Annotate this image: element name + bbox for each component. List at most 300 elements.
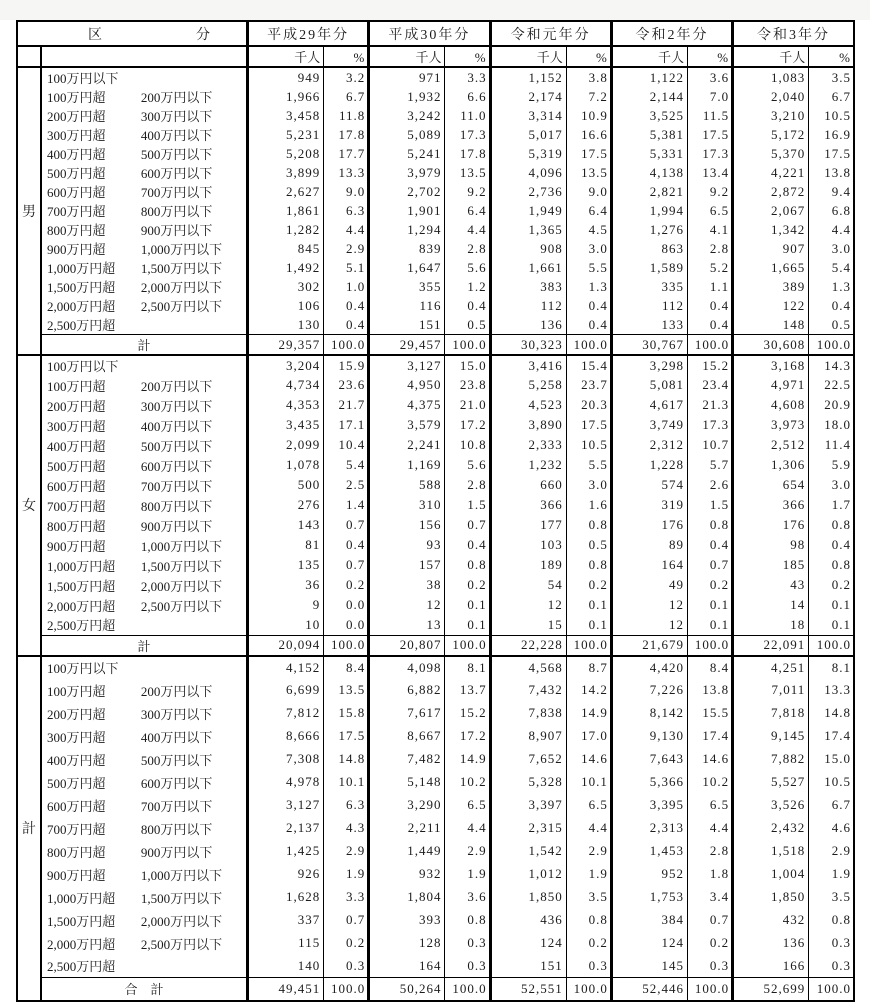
pct-cell: 15.2 xyxy=(688,355,733,375)
bracket-lower: 300万円超 xyxy=(47,128,106,143)
pct-cell: 1.4 xyxy=(324,495,369,515)
count-cell: 2,211 xyxy=(369,817,445,840)
count-cell: 302 xyxy=(248,277,324,296)
pct-cell: 17.8 xyxy=(324,125,369,144)
count-cell: 20,807 xyxy=(369,635,445,656)
count-cell: 5,172 xyxy=(733,125,809,144)
bracket-upper: 600万円以下 xyxy=(140,458,213,474)
income-row xyxy=(17,771,854,794)
pct-cell: 14.8 xyxy=(809,702,854,725)
income-row xyxy=(17,220,854,239)
bracket-upper: 800万円以下 xyxy=(140,821,213,837)
count-cell: 3,314 xyxy=(490,106,566,125)
pct-cell: 6.5 xyxy=(445,794,490,817)
count-cell: 9,145 xyxy=(733,725,809,748)
unit-label: 千人 xyxy=(490,46,566,67)
pct-cell: 1.9 xyxy=(445,863,490,886)
count-cell: 133 xyxy=(611,315,687,335)
pct-cell: 0.2 xyxy=(566,575,611,595)
pct-cell: 1.7 xyxy=(809,495,854,515)
count-cell: 393 xyxy=(369,909,445,932)
bracket-lower: 1,000万円超 xyxy=(47,558,116,574)
pct-cell: 0.0 xyxy=(324,615,369,635)
kubun-header xyxy=(17,21,248,46)
count-cell: 3,890 xyxy=(490,415,566,435)
count-cell: 2,241 xyxy=(369,435,445,455)
pct-cell: 13.5 xyxy=(566,163,611,182)
count-cell: 949 xyxy=(248,67,324,87)
pct-cell: 6.7 xyxy=(809,87,854,106)
pct-cell: 100.0 xyxy=(688,335,733,356)
pct-cell: 6.4 xyxy=(445,201,490,220)
bracket-upper: 700万円以下 xyxy=(140,185,213,200)
income-row xyxy=(17,955,854,978)
pct-cell: 0.2 xyxy=(688,932,733,955)
pct-cell: 13.8 xyxy=(688,679,733,702)
bracket-cell xyxy=(41,125,247,144)
count-cell: 384 xyxy=(611,909,687,932)
bracket-upper: 400万円以下 xyxy=(140,128,213,143)
pct-cell: 9.2 xyxy=(688,182,733,201)
count-cell: 12 xyxy=(369,595,445,615)
pct-cell: 15.8 xyxy=(324,702,369,725)
count-cell: 3,395 xyxy=(611,794,687,817)
pct-cell: 20.3 xyxy=(566,395,611,415)
count-cell: 660 xyxy=(490,475,566,495)
pct-cell: 1.3 xyxy=(566,277,611,296)
pct-cell: 2.6 xyxy=(688,475,733,495)
count-cell: 4,950 xyxy=(369,375,445,395)
pct-cell: 17.7 xyxy=(324,144,369,163)
count-cell: 4,098 xyxy=(369,656,445,679)
count-cell: 22,228 xyxy=(490,635,566,656)
pct-cell: 0.8 xyxy=(809,555,854,575)
bracket-lower: 100万円超 xyxy=(47,90,106,105)
pct-cell: 0.4 xyxy=(445,535,490,555)
pct-cell: 0.8 xyxy=(445,555,490,575)
pct-cell: 15.0 xyxy=(809,748,854,771)
count-cell: 3,579 xyxy=(369,415,445,435)
pct-cell: 1.2 xyxy=(445,277,490,296)
count-cell: 5,319 xyxy=(490,144,566,163)
pct-cell: 5.6 xyxy=(445,455,490,475)
count-cell: 7,652 xyxy=(490,748,566,771)
pct-cell: 10.7 xyxy=(688,435,733,455)
count-cell: 21,679 xyxy=(611,635,687,656)
count-cell: 1,425 xyxy=(248,840,324,863)
pct-cell: 3.4 xyxy=(688,886,733,909)
pct-cell: 2.8 xyxy=(688,840,733,863)
count-cell: 2,315 xyxy=(490,817,566,840)
pct-cell: 4.4 xyxy=(809,220,854,239)
pct-cell: 3.5 xyxy=(566,886,611,909)
pct-cell: 0.1 xyxy=(809,615,854,635)
count-cell: 43 xyxy=(733,575,809,595)
pct-cell: 13.5 xyxy=(445,163,490,182)
pct-cell: 5.7 xyxy=(688,455,733,475)
pct-cell: 100.0 xyxy=(324,335,369,356)
count-cell: 5,366 xyxy=(611,771,687,794)
count-cell: 7,308 xyxy=(248,748,324,771)
count-cell: 2,512 xyxy=(733,435,809,455)
pct-cell: 6.5 xyxy=(688,201,733,220)
pct-cell: 5.1 xyxy=(324,258,369,277)
pct-cell: 7.0 xyxy=(688,87,733,106)
pct-cell: 15.4 xyxy=(566,355,611,375)
pct-cell: 4.6 xyxy=(809,817,854,840)
pct-cell: 22.5 xyxy=(809,375,854,395)
count-cell: 1,169 xyxy=(369,455,445,475)
bracket-lower: 200万円超 xyxy=(47,398,106,414)
count-cell: 1,004 xyxy=(733,863,809,886)
count-cell: 5,241 xyxy=(369,144,445,163)
count-cell: 30,608 xyxy=(733,335,809,356)
pct-cell: 0.3 xyxy=(566,955,611,978)
bracket-upper xyxy=(141,956,246,975)
pct-cell: 10.1 xyxy=(324,771,369,794)
pct-cell: 0.8 xyxy=(809,515,854,535)
count-cell: 7,838 xyxy=(490,702,566,725)
pct-cell: 15.9 xyxy=(324,355,369,375)
bracket-lower: 500万円超 xyxy=(47,166,106,181)
count-cell: 1,901 xyxy=(369,201,445,220)
pct-cell: 100.0 xyxy=(445,978,490,1001)
bracket-upper xyxy=(141,315,246,334)
count-cell: 2,702 xyxy=(369,182,445,201)
pct-cell: 0.8 xyxy=(566,909,611,932)
pct-cell: 6.8 xyxy=(809,201,854,220)
bracket-upper: 300万円以下 xyxy=(140,109,213,124)
count-cell: 1,294 xyxy=(369,220,445,239)
pct-cell: 9.4 xyxy=(809,182,854,201)
pct-cell: 0.3 xyxy=(445,932,490,955)
pct-cell: 17.8 xyxy=(445,144,490,163)
count-cell: 4,617 xyxy=(611,395,687,415)
count-cell: 7,011 xyxy=(733,679,809,702)
count-cell: 3,204 xyxy=(248,355,324,375)
bracket-upper: 1,500万円以下 xyxy=(140,558,223,574)
pct-cell: 0.7 xyxy=(445,515,490,535)
count-cell: 3,416 xyxy=(490,355,566,375)
bracket-lower: 900万円超 xyxy=(47,242,106,257)
count-cell: 9,130 xyxy=(611,725,687,748)
count-cell: 932 xyxy=(369,863,445,886)
count-cell: 15 xyxy=(490,615,566,635)
bracket-lower: 500万円超 xyxy=(47,458,106,474)
count-cell: 1,152 xyxy=(490,67,566,87)
count-cell: 3,242 xyxy=(369,106,445,125)
income-row xyxy=(17,395,854,415)
income-row xyxy=(17,725,854,748)
count-cell: 30,767 xyxy=(611,335,687,356)
bracket-lower: 100万円超 xyxy=(47,683,106,699)
count-cell: 1,282 xyxy=(248,220,324,239)
count-cell: 7,882 xyxy=(733,748,809,771)
count-cell: 1,342 xyxy=(733,220,809,239)
income-row xyxy=(17,201,854,220)
pct-cell: 0.4 xyxy=(688,296,733,315)
year-header-r03: 令和3年分 xyxy=(733,21,854,46)
count-cell: 10 xyxy=(248,615,324,635)
count-cell: 38 xyxy=(369,575,445,595)
bracket-cell xyxy=(41,515,247,535)
bracket-upper xyxy=(141,356,246,375)
kubun-right: 分 xyxy=(196,27,211,43)
pct-cell: 0.3 xyxy=(445,955,490,978)
section-male xyxy=(17,67,854,355)
pct-cell: 0.3 xyxy=(809,932,854,955)
pct-cell: 0.7 xyxy=(324,515,369,535)
bracket-cell xyxy=(41,239,247,258)
bracket-lower: 2,500万円超 xyxy=(47,318,116,333)
subheader-blank-gender xyxy=(17,46,41,67)
bracket-lower: 800万円超 xyxy=(47,518,106,534)
pct-cell: 3.6 xyxy=(445,886,490,909)
count-cell: 177 xyxy=(490,515,566,535)
pct-cell: 17.0 xyxy=(566,725,611,748)
pct-cell: 1.9 xyxy=(566,863,611,886)
count-cell: 1,518 xyxy=(733,840,809,863)
bracket-lower: 700万円超 xyxy=(47,821,106,837)
pct-cell: 2.9 xyxy=(566,840,611,863)
bracket-upper: 300万円以下 xyxy=(140,398,213,414)
section-label: 女 xyxy=(17,355,41,656)
pct-cell: 1.8 xyxy=(688,863,733,886)
header-row xyxy=(17,21,854,46)
pct-cell: 6.3 xyxy=(324,794,369,817)
count-cell: 355 xyxy=(369,277,445,296)
count-cell: 4,608 xyxy=(733,395,809,415)
grand-total-label: 合 計 xyxy=(41,978,247,1001)
pct-cell: 0.7 xyxy=(324,555,369,575)
pct-cell: 2.5 xyxy=(324,475,369,495)
count-cell: 4,221 xyxy=(733,163,809,182)
bracket-upper xyxy=(141,615,246,634)
pct-cell: 0.1 xyxy=(445,595,490,615)
bracket-cell xyxy=(41,886,247,909)
count-cell: 52,446 xyxy=(611,978,687,1001)
section-total xyxy=(17,656,854,1001)
pct-cell: 0.8 xyxy=(566,555,611,575)
pct-cell: 10.4 xyxy=(324,435,369,455)
count-cell: 9 xyxy=(248,595,324,615)
pct-cell: 0.2 xyxy=(324,575,369,595)
count-cell: 319 xyxy=(611,495,687,515)
pct-cell: 1.0 xyxy=(324,277,369,296)
bracket-upper: 200万円以下 xyxy=(140,683,213,699)
unit-label: 千人 xyxy=(733,46,809,67)
pct-cell: 0.3 xyxy=(809,955,854,978)
pct-cell: 10.5 xyxy=(809,106,854,125)
pct-cell: 5.9 xyxy=(809,455,854,475)
income-row xyxy=(17,679,854,702)
count-cell: 136 xyxy=(733,932,809,955)
pct-cell: 0.1 xyxy=(688,595,733,615)
count-cell: 7,643 xyxy=(611,748,687,771)
count-cell: 5,081 xyxy=(611,375,687,395)
bracket-lower: 100万円以下 xyxy=(47,71,119,86)
pct-cell: 100.0 xyxy=(809,335,854,356)
pct-cell: 15.0 xyxy=(445,355,490,375)
bracket-lower: 400万円超 xyxy=(47,752,106,768)
count-cell: 124 xyxy=(490,932,566,955)
income-row xyxy=(17,315,854,335)
count-cell: 5,527 xyxy=(733,771,809,794)
count-cell: 1,228 xyxy=(611,455,687,475)
count-cell: 1,306 xyxy=(733,455,809,475)
pct-cell: 7.2 xyxy=(566,87,611,106)
count-cell: 1,753 xyxy=(611,886,687,909)
count-cell: 3,127 xyxy=(369,355,445,375)
pct-cell: 100.0 xyxy=(566,335,611,356)
count-cell: 30,323 xyxy=(490,335,566,356)
pct-cell: 15.2 xyxy=(445,702,490,725)
count-cell: 93 xyxy=(369,535,445,555)
count-cell: 185 xyxy=(733,555,809,575)
count-cell: 1,589 xyxy=(611,258,687,277)
pct-cell: 23.4 xyxy=(688,375,733,395)
pct-cell: 2.9 xyxy=(324,239,369,258)
pct-cell: 13.5 xyxy=(324,679,369,702)
count-cell: 20,094 xyxy=(248,635,324,656)
pct-label: % xyxy=(445,46,490,67)
pct-cell: 6.4 xyxy=(566,201,611,220)
pct-cell: 13.8 xyxy=(809,163,854,182)
bracket-cell xyxy=(41,296,247,315)
bracket-upper: 200万円以下 xyxy=(140,90,213,105)
bracket-cell xyxy=(41,656,247,679)
pct-cell: 0.4 xyxy=(324,296,369,315)
year-header-h29: 平成29年分 xyxy=(248,21,369,46)
pct-cell: 2.8 xyxy=(445,239,490,258)
pct-cell: 0.8 xyxy=(809,909,854,932)
count-cell: 1,804 xyxy=(369,886,445,909)
bracket-lower: 2,000万円超 xyxy=(47,598,116,614)
count-cell: 4,353 xyxy=(248,395,324,415)
section-label: 計 xyxy=(17,656,41,1001)
count-cell: 310 xyxy=(369,495,445,515)
pct-cell: 23.8 xyxy=(445,375,490,395)
count-cell: 2,872 xyxy=(733,182,809,201)
pct-cell: 3.0 xyxy=(809,475,854,495)
pct-cell: 17.3 xyxy=(688,144,733,163)
document-page xyxy=(0,20,870,1006)
pct-cell: 4.3 xyxy=(324,817,369,840)
subtotal-label: 計 xyxy=(41,635,247,656)
count-cell: 4,251 xyxy=(733,656,809,679)
income-row xyxy=(17,125,854,144)
count-cell: 4,096 xyxy=(490,163,566,182)
pct-cell: 8.4 xyxy=(688,656,733,679)
pct-cell: 0.7 xyxy=(324,909,369,932)
count-cell: 1,932 xyxy=(369,87,445,106)
pct-cell: 5.4 xyxy=(324,455,369,475)
pct-cell: 13.7 xyxy=(445,679,490,702)
count-cell: 7,818 xyxy=(733,702,809,725)
count-cell: 7,226 xyxy=(611,679,687,702)
income-row xyxy=(17,355,854,375)
pct-cell: 2.9 xyxy=(445,840,490,863)
subheader-row xyxy=(17,46,854,67)
count-cell: 3,168 xyxy=(733,355,809,375)
count-cell: 1,949 xyxy=(490,201,566,220)
bracket-upper: 500万円以下 xyxy=(140,438,213,454)
bracket-cell xyxy=(41,932,247,955)
income-row xyxy=(17,144,854,163)
bracket-lower: 1,000万円超 xyxy=(47,261,116,276)
count-cell: 143 xyxy=(248,515,324,535)
pct-cell: 0.8 xyxy=(566,515,611,535)
count-cell: 1,966 xyxy=(248,87,324,106)
pct-cell: 17.4 xyxy=(809,725,854,748)
count-cell: 5,017 xyxy=(490,125,566,144)
pct-cell: 21.3 xyxy=(688,395,733,415)
income-row xyxy=(17,67,854,87)
count-cell: 3,458 xyxy=(248,106,324,125)
bracket-cell xyxy=(41,535,247,555)
pct-cell: 8.1 xyxy=(445,656,490,679)
bracket-upper: 800万円以下 xyxy=(140,204,213,219)
count-cell: 49 xyxy=(611,575,687,595)
pct-cell: 10.8 xyxy=(445,435,490,455)
bracket-lower: 900万円超 xyxy=(47,538,106,554)
bracket-upper: 400万円以下 xyxy=(140,418,213,434)
pct-cell: 9.0 xyxy=(324,182,369,201)
pct-cell: 0.1 xyxy=(566,615,611,635)
pct-label: % xyxy=(688,46,733,67)
pct-cell: 10.2 xyxy=(445,771,490,794)
bracket-upper: 800万円以下 xyxy=(140,498,213,514)
count-cell: 276 xyxy=(248,495,324,515)
bracket-cell xyxy=(41,495,247,515)
pct-cell: 4.4 xyxy=(688,817,733,840)
pct-cell: 11.4 xyxy=(809,435,854,455)
count-cell: 6,882 xyxy=(369,679,445,702)
year-header-h30: 平成30年分 xyxy=(369,21,490,46)
count-cell: 52,699 xyxy=(733,978,809,1001)
bracket-cell xyxy=(41,67,247,87)
pct-cell: 14.6 xyxy=(566,748,611,771)
count-cell: 1,850 xyxy=(733,886,809,909)
pct-cell: 15.5 xyxy=(688,702,733,725)
pct-cell: 14.3 xyxy=(809,355,854,375)
count-cell: 140 xyxy=(248,955,324,978)
count-cell: 5,381 xyxy=(611,125,687,144)
pct-cell: 0.8 xyxy=(445,909,490,932)
pct-cell: 6.6 xyxy=(445,87,490,106)
count-cell: 436 xyxy=(490,909,566,932)
pct-cell: 4.4 xyxy=(566,817,611,840)
count-cell: 863 xyxy=(611,239,687,258)
count-cell: 128 xyxy=(369,932,445,955)
bracket-cell xyxy=(41,415,247,435)
count-cell: 12 xyxy=(490,595,566,615)
count-cell: 3,210 xyxy=(733,106,809,125)
section-label: 男 xyxy=(17,67,41,355)
pct-cell: 100.0 xyxy=(445,335,490,356)
income-distribution-table xyxy=(16,20,855,1002)
count-cell: 112 xyxy=(490,296,566,315)
bracket-cell xyxy=(41,817,247,840)
bracket-cell xyxy=(41,258,247,277)
count-cell: 3,899 xyxy=(248,163,324,182)
count-cell: 1,083 xyxy=(733,67,809,87)
count-cell: 166 xyxy=(733,955,809,978)
pct-cell: 9.2 xyxy=(445,182,490,201)
pct-cell: 100.0 xyxy=(324,978,369,1001)
count-cell: 1,542 xyxy=(490,840,566,863)
pct-cell: 100.0 xyxy=(688,635,733,656)
